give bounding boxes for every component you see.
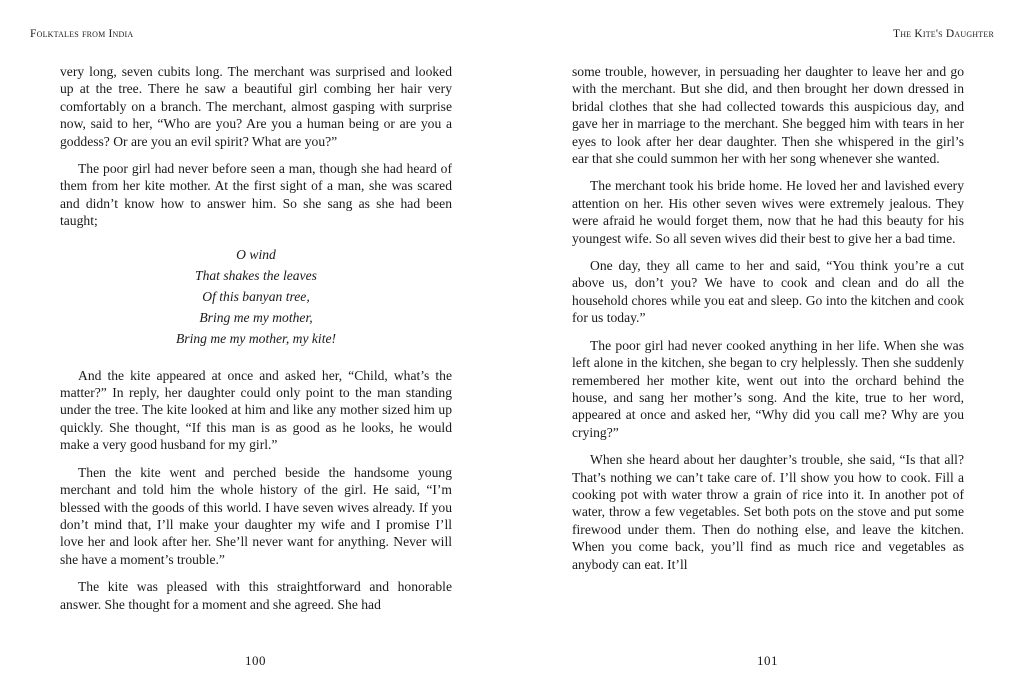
- running-header-right: The Kite's Daughter: [892, 28, 994, 40]
- paragraph: very long, seven cubits long. The merchant was surprised and looked up at the tree. There he saw a beautiful girl combing her hair very comfortably on a branch. The merchant, almost gasping with surprise now, said to her, “Who are you? Are you a human being or are you a goddess? Or are you an evil spirit? What are you?”: [60, 64, 452, 149]
- page-number-left: 100: [245, 653, 266, 668]
- poem-line: That shakes the leaves: [195, 267, 317, 283]
- paragraph: The poor girl had never before seen a man, though she had heard of them from her kite mother. At the first sight of a man, she was scared and didn’t know how to answer him. So she sang as she had been taught;: [60, 161, 452, 229]
- poem-line: Of this banyan tree,: [202, 288, 310, 304]
- poem-line: Bring me my mother, my kite!: [175, 330, 337, 346]
- paragraph: When she heard about her daughter’s trouble, she said, “Is that all? That’s nothing we can’t take care of. I’ll show you how to cook. Fill a cooking pot with water throw a grain of rice into it. In another pot of water, throw a few vegetables. Set both pots on the stove and put some firewood under them. Then do nothing else, and leave the kitchen. When you come back, you’ll find as much rice and vegetables as anybody can eat. It’ll: [572, 452, 964, 572]
- paragraph: The merchant took his bride home. He loved her and lavished every attention on her. His other seven wives were extremely jealous. They were afraid he would forget them, now that he had this beauty for his youngest wife. So all seven wives did their best to give her a bad time.: [572, 178, 964, 246]
- paragraph: some trouble, however, in persuading her daughter to leave her and go with the merchant. But she did, and then brought her down dressed in bridal clothes that she had collected towards this auspicious day, and gave her in marriage to the merchant. She begged him with tears in her eyes to look after her dear daughter. Then she whispered in the girl’s ear that she could summon her with her song whenever she wanted.: [572, 64, 964, 167]
- poem: [60, 244, 452, 349]
- poem-line: O wind: [236, 246, 276, 262]
- paragraph: And the kite appeared at once and asked her, “Child, what’s the matter?” In reply, her daughter could only point to the man standing under the tree. The kite looked at him and like any mother sized him up quickly. She thought, “If this man is as good as he looks, he would make a very good husband for my girl.”: [60, 367, 452, 453]
- running-header-left: Folktales from India: [30, 28, 134, 40]
- paragraph: The kite was pleased with this straightforward and honorable answer. She thought for a moment and she agreed. She had: [60, 579, 452, 612]
- paragraph: Then the kite went and perched beside the handsome young merchant and told him the whole history of the girl. He said, “I’m blessed with the goods of this world. I have seven wives already. If you don’t mind that, I’ll make your daughter my wife and I promise I’ll love her and look after her. She’ll never want for anything. Never will she have a moment’s trouble.”: [60, 464, 452, 567]
- left-page-text: [60, 63, 452, 623]
- paragraph: One day, they all came to her and said, “You think you’re a cut above us, don’t you? We have to cook and clean and do all the household chores while you eat and sleep. Go into the kitchen and cook for us today.”: [572, 258, 964, 326]
- page-number-right: 101: [757, 653, 778, 668]
- paragraph: The poor girl had never cooked anything in her life. When she was left alone in the kitchen, she began to cry helplessly. Then she suddenly remembered her mother kite, went out into the orchard behind the house, and sang her mother’s song. And the kite, true to her word, appeared at once and asked her, “Why did you call me? Why are you crying?”: [572, 337, 964, 440]
- right-page-text: [572, 63, 964, 583]
- poem-line: Bring me my mother,: [199, 309, 313, 325]
